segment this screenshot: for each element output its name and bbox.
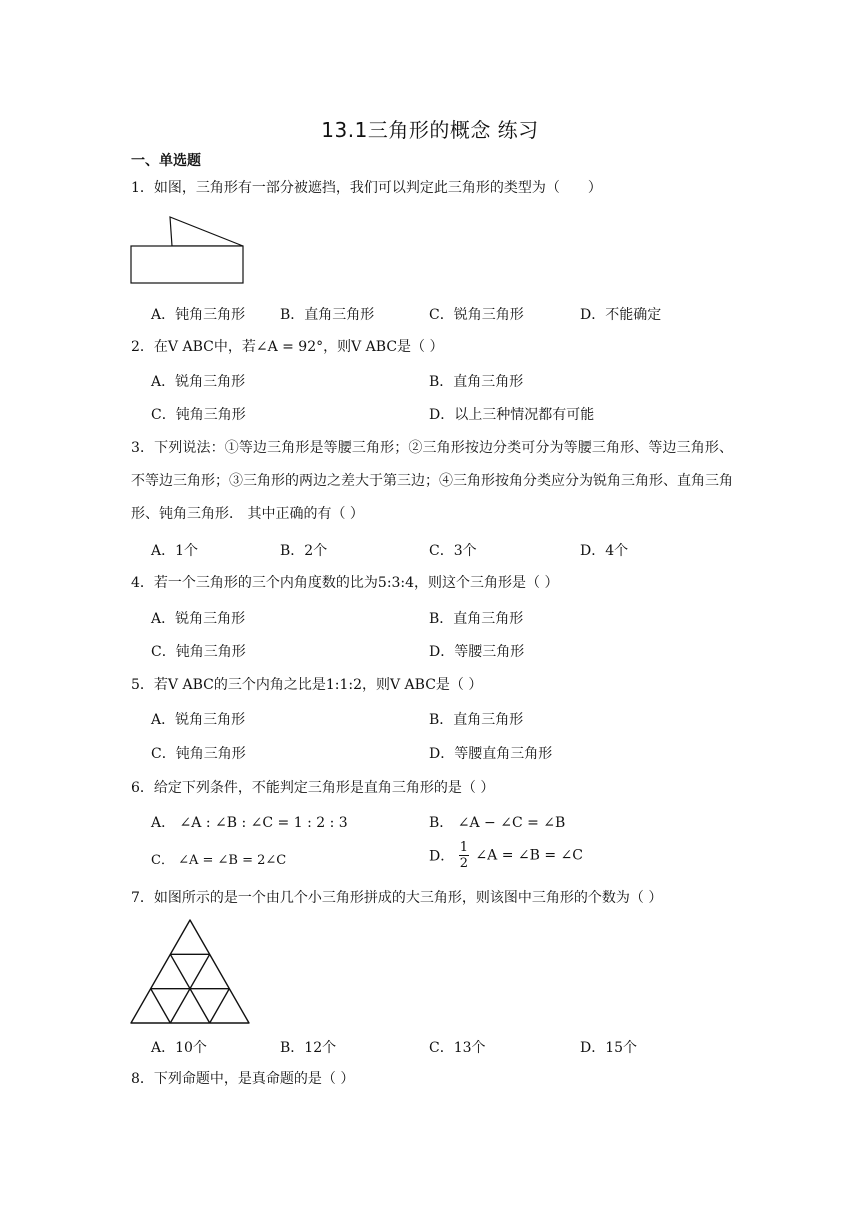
question-6-option-d-label: D． xyxy=(429,848,455,865)
question-7-option-d: D．15个 xyxy=(580,1040,638,1056)
question-1-option-a: A．钝角三角形 xyxy=(151,307,246,323)
question-6-option-b: B． ∠A − ∠C = ∠B xyxy=(429,815,566,831)
question-5-option-a: A．锐角三角形 xyxy=(151,712,246,728)
question-7-option-a: A．10个 xyxy=(151,1040,207,1056)
question-7-option-c: C．13个 xyxy=(429,1040,486,1056)
question-3-option-a: A．1个 xyxy=(151,543,199,559)
question-3-option-b: B．2个 xyxy=(280,543,328,559)
page-title: 13.1三角形的概念 练习 xyxy=(321,118,539,142)
question-7-text: 7．如图所示的是一个由几个小三角形拼成的大三角形，则该图中三角形的个数为（ ） xyxy=(131,890,663,906)
question-2-option-a: A．锐角三角形 xyxy=(151,374,246,390)
question-4-text: 4．若一个三角形的三个内角度数的比为5:3:4，则这个三角形是（ ） xyxy=(131,575,559,591)
question-1-option-b: B．直角三角形 xyxy=(280,307,375,323)
question-4-option-a: A．锐角三角形 xyxy=(151,611,246,627)
fraction-denominator: 2 xyxy=(459,856,468,871)
question-4-option-d: D．等腰三角形 xyxy=(429,644,525,660)
question-5-option-c: C．钝角三角形 xyxy=(151,746,246,762)
question-7-figure xyxy=(128,917,254,1027)
question-6-option-d-fraction xyxy=(459,840,469,871)
question-2-option-c: C．钝角三角形 xyxy=(151,407,246,423)
question-6-option-c: C． ∠A = ∠B = 2∠C xyxy=(151,853,287,868)
question-6-text: 6．给定下列条件，不能判定三角形是直角三角形的是（ ） xyxy=(131,780,495,796)
question-4-option-b: B．直角三角形 xyxy=(429,611,524,627)
question-5-option-d: D．等腰直角三角形 xyxy=(429,746,553,762)
question-3-option-c: C．3个 xyxy=(429,543,477,559)
question-8-text: 8．下列命题中，是真命题的是（ ） xyxy=(131,1071,355,1087)
question-1-option-c: C．锐角三角形 xyxy=(429,307,524,323)
question-3-text: 3．下列说法：①等边三角形是等腰三角形；②三角形按边分类可分为等腰三角形、等边三角形、不等边三角形；③三角形的两边之差大于第三边；④三角形按角分类应分为锐角三角形、直角三角形、钝角三角形． 其中正确的有（ ） xyxy=(131,440,733,522)
fraction-numerator: 1 xyxy=(459,840,468,855)
question-3-option-d: D．4个 xyxy=(580,543,629,559)
section-heading: 一、单选题 xyxy=(131,153,201,169)
question-4-option-c: C．钝角三角形 xyxy=(151,644,246,660)
question-1-text: 1．如图，三角形有一部分被遮挡，我们可以判定此三角形的类型为（ ） xyxy=(131,180,602,196)
question-2-text: 2．在V ABC中，若∠A = 92°，则V ABC是（ ） xyxy=(131,339,444,355)
question-2-option-b: B．直角三角形 xyxy=(429,374,524,390)
question-5-option-b: B．直角三角形 xyxy=(429,712,524,728)
question-1-figure xyxy=(128,212,248,288)
question-6-option-a: A． ∠A : ∠B : ∠C = 1 : 2 : 3 xyxy=(151,815,348,831)
question-6-option-d-equation: ∠A = ∠B = ∠C xyxy=(475,847,583,864)
question-2-option-d: D．以上三种情况都有可能 xyxy=(429,407,595,423)
question-1-option-d: D．不能确定 xyxy=(580,307,662,323)
question-5-text: 5．若V ABC的三个内角之比是1:1:2，则V ABC是（ ） xyxy=(131,677,483,693)
question-7-option-b: B．12个 xyxy=(280,1040,337,1056)
question-6-option-d xyxy=(429,840,583,871)
